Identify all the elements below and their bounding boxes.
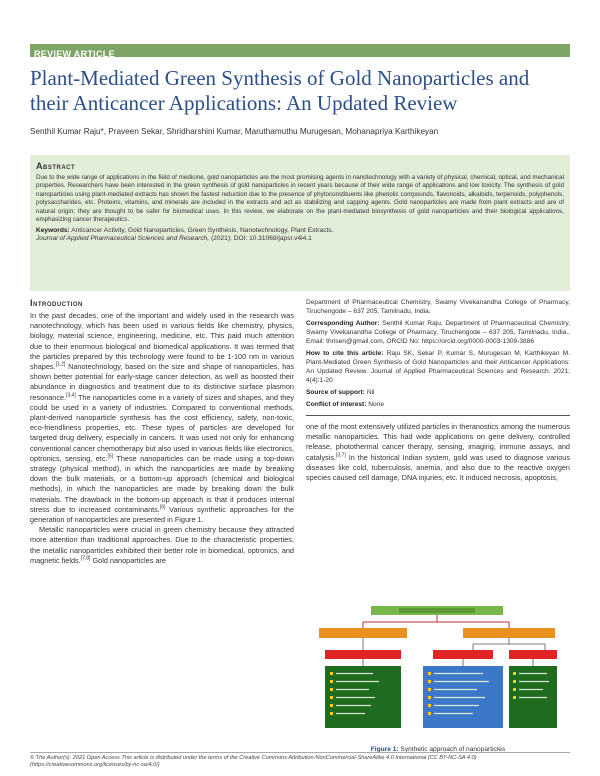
intro-p1-part-a: In the past decades, one of the important and widely used in the research was nanotechnology, which has been used in various fields like chemistry, physics, biology, material science, engineering, medicine, etc. This paid much attention due to their enormous biological and biomedical applications. It was termed that the particles prepared by this technology were found to be 1-100 nm in various shapes.: [30, 311, 294, 372]
introduction-body: [30, 311, 294, 566]
paper-title: Plant-Mediated Green Synthesis of Gold Nanoparticles and their Anticancer Applications: An Updated Review: [30, 66, 530, 115]
keywords-text: Anticancer Activity, Gold Nanoparticles, Green Synthesis, Nanotechnology, Plant Extracts.: [71, 227, 334, 235]
intro-p2-part-a: Metallic nanoparticles were crucial in green chemistry because they attracted more attention than traditional approaches. Due to the characteristic properties, the metallic nanoparticles exhibited their better role in biomedical, optronics, and magnetic fields.: [30, 525, 294, 565]
author-list: Senthil Kumar Raju*, Praveen Sekar, Shridharshini Kumar, Maruthamuthu Murugesan, Mohanapriya Karthikeyan: [30, 127, 439, 136]
intro-p2-part-b: Gold nanoparticles are: [90, 555, 166, 565]
citation-ref[interactable]: [1,2]: [55, 361, 66, 368]
abstract-heading: Abstract: [36, 161, 76, 171]
keywords-line: [36, 227, 564, 234]
introduction-heading: Introduction: [30, 298, 83, 308]
corresponding-label: Corresponding Author:: [306, 320, 380, 327]
physical-method-box: [325, 650, 401, 659]
citation-ref[interactable]: [5]: [107, 453, 114, 460]
right-column-body: [306, 422, 570, 483]
journal-citation-line: [36, 235, 564, 242]
journal-name: Journal of Applied Pharmaceutical Sciences and Research,: [36, 235, 210, 243]
intro-p1-part-e: Various synthetic approaches for the generation of nanoparticles are presented in Figure 1.: [30, 504, 294, 525]
citation-ref[interactable]: [3,4]: [66, 392, 76, 399]
right-paragraph-1: [306, 422, 570, 483]
figure-caption-label: Figure 1:: [370, 746, 399, 753]
source-of-support: [306, 388, 570, 397]
citation-ref[interactable]: [3,7]: [336, 452, 346, 459]
support-value: Nil: [366, 389, 375, 396]
intro-paragraph-1: [30, 311, 294, 525]
top-down-box: [319, 628, 407, 638]
chemical-method-box: [433, 650, 493, 659]
biological-method-box: [509, 650, 557, 659]
right-column: [306, 298, 570, 483]
abstract-box: [30, 155, 570, 291]
citation-ref[interactable]: [6]: [159, 504, 166, 511]
citation-ref[interactable]: [7,8]: [80, 555, 91, 562]
figure-caption-text: Synthetic approach of nanoparticles: [400, 746, 506, 753]
figure-1-flowchart: [313, 602, 561, 742]
abstract-text: Due to the wide range of applications in the field of medicine, gold nanoparticles are the most promising agents in nanotechnology with a variety of physical, chemical, optical, and mechanical properties. Researchers have been interested in the green synthesis of gold nanoparticles in recent years because of their wide range of applications and low toxicity. The synthesis of gold nanoparticles using plant-mediated extracts has shown the fastest reduction due to the presence of phytoconstituents like phenolic compounds, flavonoids, alkaloids, terpenoids, polyphenols, polysaccharides, etc. Proteins, vitamins, and minerals are included in the extracts and act as stabilizing and capping agents. Gold nanoparticles are made from plant extracts and are of natural origin; they are thought to be safer for biomedical uses. In this review, we elaborate on the plant-mediated biosynthesis of gold nanoparticles and their biological applications, emphasizing cancer therapeutics.: [36, 174, 564, 224]
conflict-value: None: [368, 401, 385, 408]
conflict-of-interest: [306, 400, 570, 409]
right-p1-part-a: one of the most extensively utilized particles in theranostics among the numerous metallic nanoparticles. This had wide applications on gene delivery, controlled release, photothermal cancer therapy, sensing, imaging, immune assays, and catalysis.: [306, 422, 570, 462]
cite-text: Raju SK, Sekar P, Kumar S, Murugesan M, Karthikeyan M. Plant-Mediated Green Synthesis of Gold Nanoparticles and their Anticancer Applications: An Updated Review. Journal of Applied Pharmaceutical Sciences and Research. 2021; 4(4):1-20: [306, 350, 571, 384]
license-footer: © The Author(s). 2021 Open Access This article is distributed under the terms of the Creative Commons Attribution-NonCommercial-ShareAlike 4.0 International (CC BY-NC-SA 4.0) (https://creativecommons.org/licenses/by-nc-sa/4.0/): [30, 752, 570, 769]
article-type-banner: [30, 44, 570, 57]
intro-p1-part-c: The nanoparticles come in a variety of sizes and shapes, and they could be used in a variety of industries. Compared to conventional methods, plant-derived nanoparticle synthesis has the cost efficiency, safety, non-toxic, eco-friendliness properties, etc. These types of particles are developed for targeted drug delivery, especially in cancers. It was used not only for enhancing conventional cancer chemotherapy but also used in various fields like electronics, optronics, sensing, etc.: [30, 392, 294, 463]
column-divider: [306, 415, 570, 416]
left-column: [30, 298, 294, 566]
intro-paragraph-2: [30, 525, 294, 566]
keywords-label: Keywords:: [36, 227, 70, 235]
corresponding-author: [306, 319, 570, 346]
right-p1-part-b: In the historical Indian system, gold was used to diagnose various diseases like cold, tuberculosis, anemia, and also due to the reactive oxygen species caused cell damage, DNA injuries, etc. It induced necrosis, apoptosis,: [306, 452, 570, 483]
figure-top-inner: [399, 608, 475, 613]
support-label: Source of support:: [306, 389, 365, 396]
intro-p1-part-d: These nanoparticles can be made using a top-down strategy (physical method), in which the nanoparticles are made by breaking down the bulk materials, or a bottom-up approach (chemical and biological methods), in which the nanoparticles are made by breaking down the bulk materials. The drawback in the bottom-up approach is that it produces internal stress due to increased contaminants.: [30, 453, 294, 514]
corresponding-text: Senthil Kumar Raju, Department of Pharmaceutical Chemistry, Swamy Vivekanandha College of Pharmacy, Tiruchengode – 637 205, Tamilnadu, India., Email: thrisen@gmail.com, ORCID No: https://orcid.org/0000-0003-1309-3886: [306, 320, 570, 345]
journal-doi: (2021); DOI: 10.31069/japsr.v4i4.1: [210, 235, 312, 243]
cite-label: How to cite this article:: [306, 350, 384, 357]
conflict-label: Conflict of interest:: [306, 401, 367, 408]
bottom-up-box: [463, 628, 555, 638]
how-to-cite: [306, 349, 570, 385]
article-type-label: REVIEW ARTICLE: [34, 49, 115, 59]
intro-p1-part-b: Nanotechnology, based on the size and shape of nanoparticles, has shown better potential for early-stage cancer detection, as well as boosted their abundance in diagnostics and treatment due to its distinctive surface plasmon resonance.: [30, 362, 294, 402]
affiliation: Department of Pharmaceutical Chemistry, Swamy Vivekanandha College of Pharmacy, Tiruchengode – 637 205, Tamilnadu, India.: [306, 299, 570, 315]
